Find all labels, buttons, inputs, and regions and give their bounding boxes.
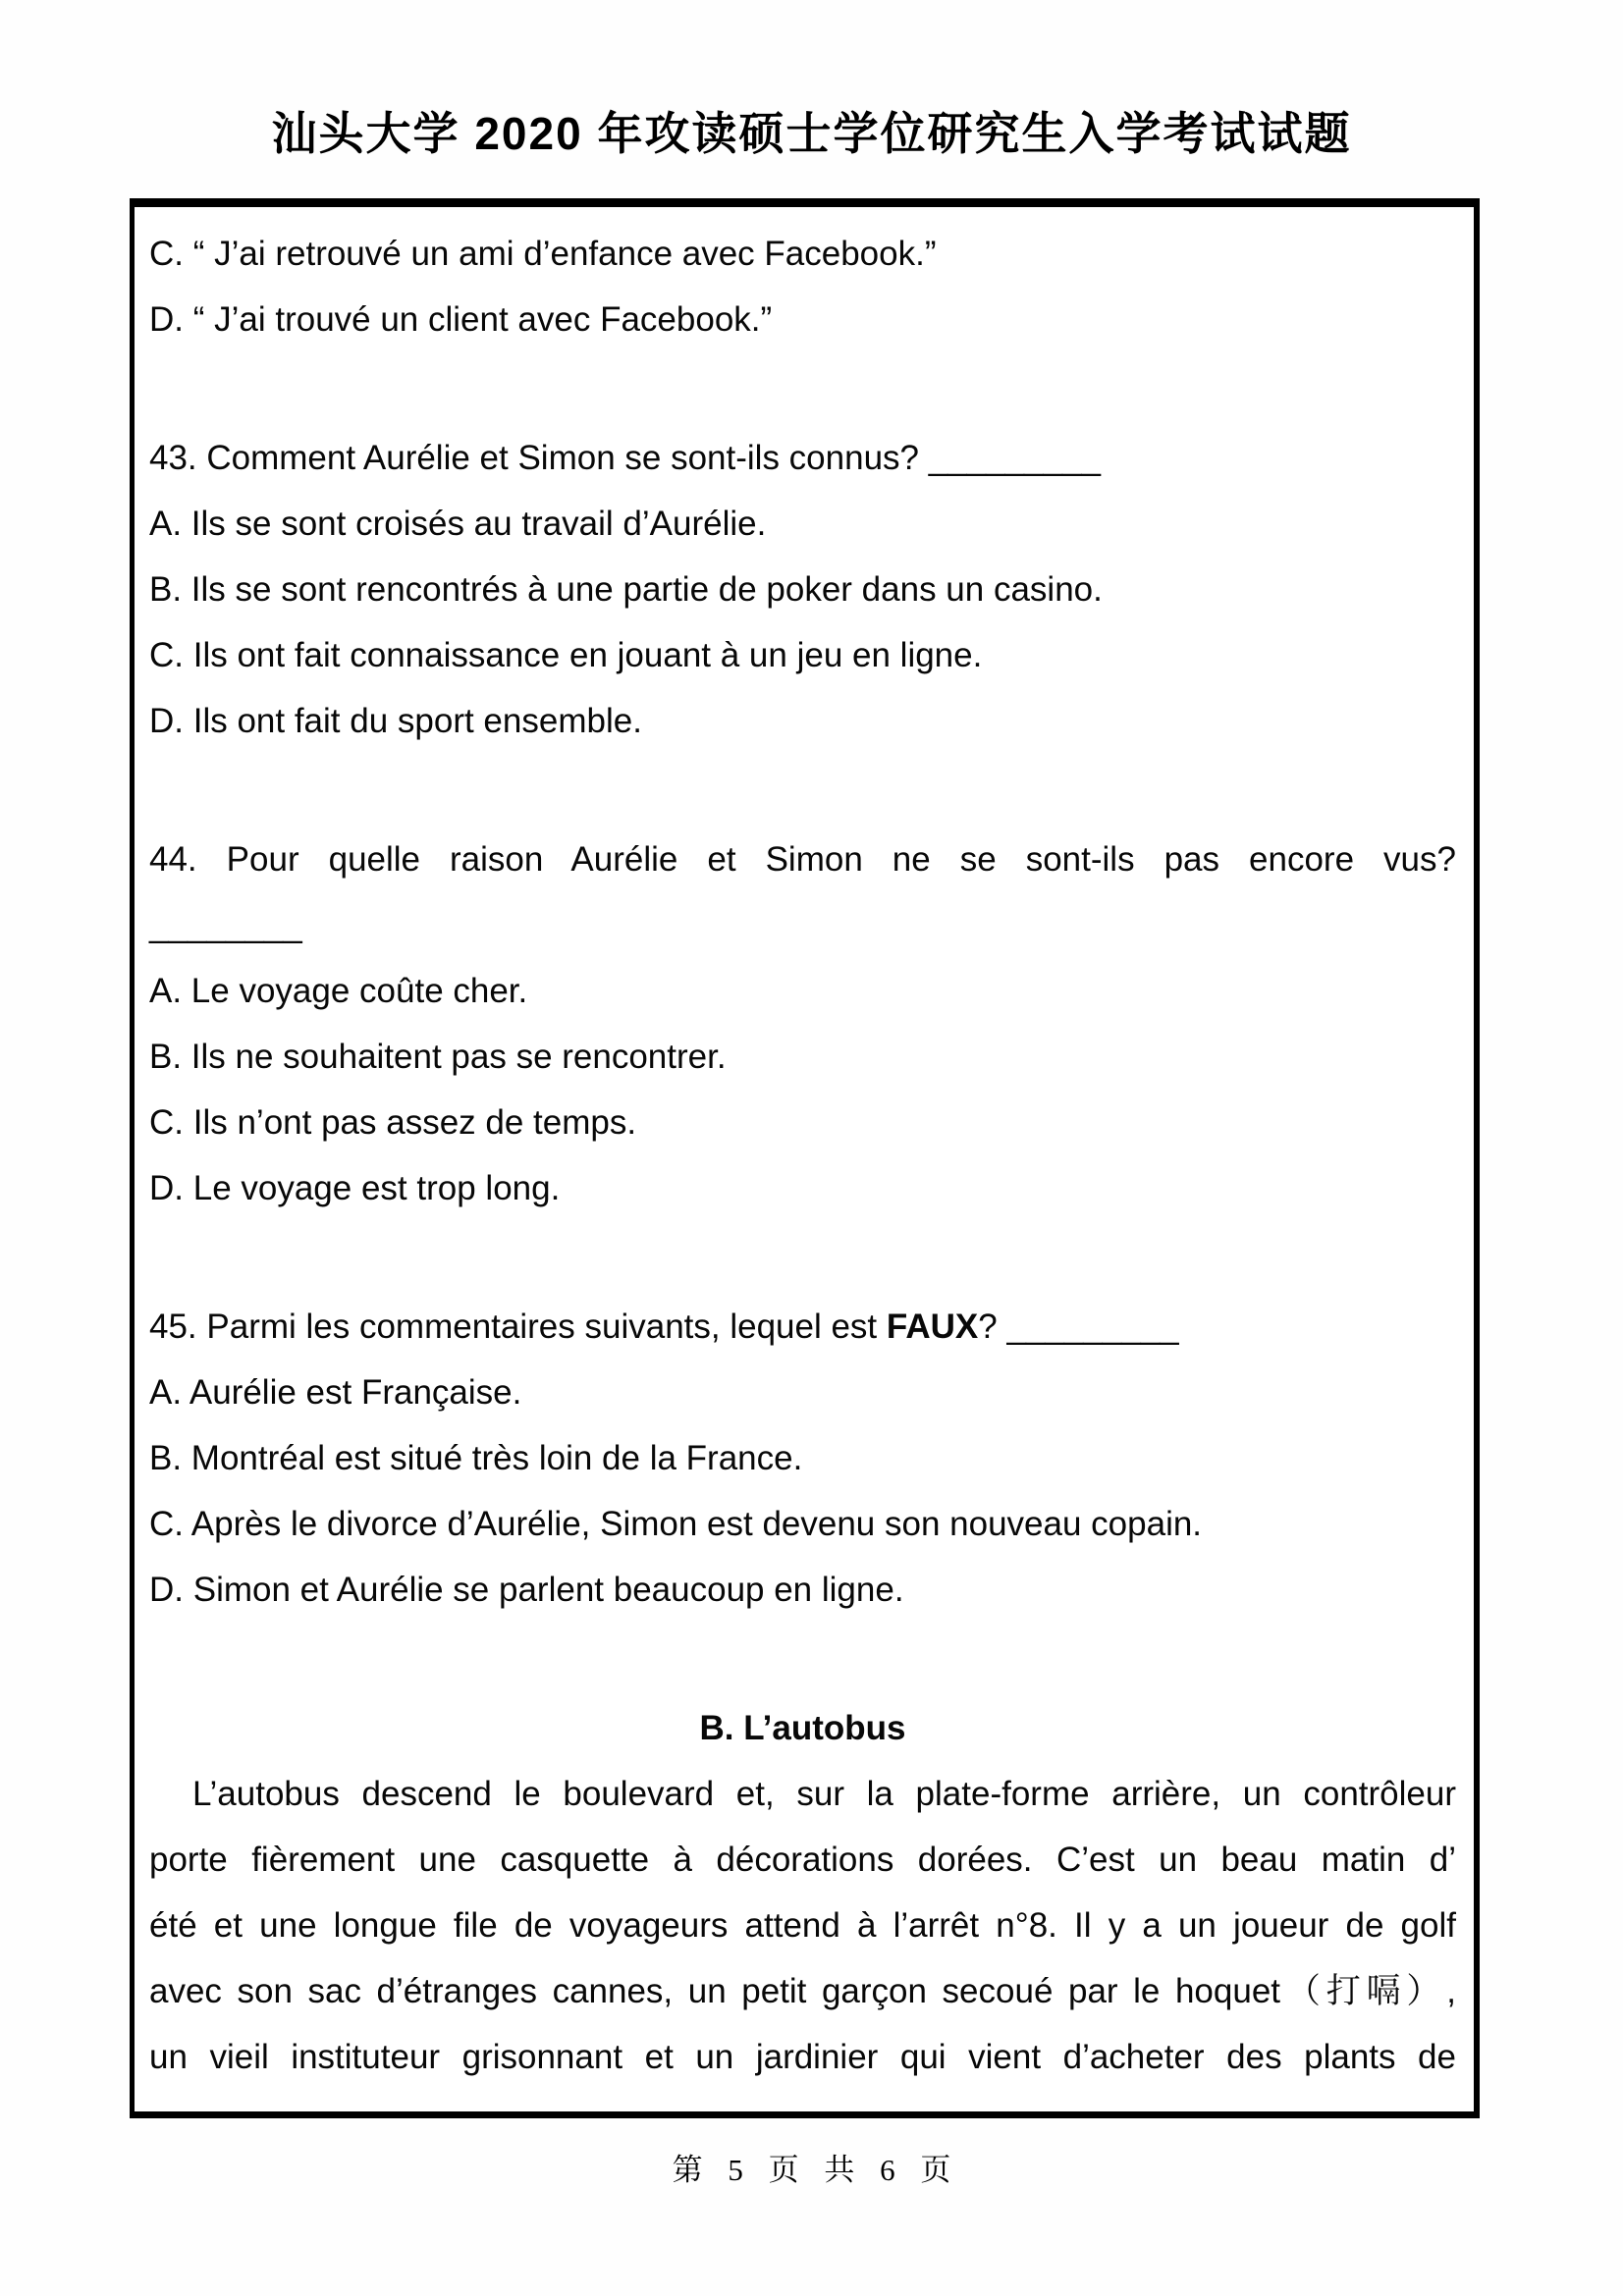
option-44-a: A. Le voyage coûte cher. bbox=[149, 972, 528, 1010]
text-segment: ? _________ bbox=[978, 1308, 1179, 1346]
question-45 bbox=[149, 1294, 1456, 1360]
option-44-c: C. Ils n’ont pas assez de temps. bbox=[149, 1103, 637, 1142]
passage-line-1: L’autobus descend le boulevard et, sur la plate-forme arrière, un contrôleur bbox=[192, 1775, 1456, 1813]
passage-line-2: porte fièrement une casquette à décorations dorées. C’est un beau matin d’ bbox=[149, 1841, 1456, 1879]
option-45-c: C. Après le divorce d’Aurélie, Simon est devenu son nouveau copain. bbox=[149, 1505, 1203, 1543]
question-44: 44. Pour quelle raison Aurélie et Simon ne se sont-ils pas encore vus? bbox=[149, 840, 1456, 879]
section-heading-b: B. L’autobus bbox=[699, 1709, 906, 1747]
passage-line-4: avec son sac d’étranges cannes, un petit garçon secoué par le hoquet（打嗝）, bbox=[149, 1972, 1456, 2010]
spacer bbox=[149, 754, 1456, 827]
passage-line-3: été et une longue file de voyageurs attend à l’arrêt n°8. Il y a un joueur de golf bbox=[149, 1906, 1456, 1945]
option-43-c: C. Ils ont fait connaissance en jouant à un jeu en ligne. bbox=[149, 636, 983, 674]
option-42-d: D. “ J’ai trouvé un client avec Facebook.” bbox=[149, 300, 773, 339]
spacer bbox=[149, 352, 1456, 425]
question-44-blank: ________ bbox=[149, 906, 302, 944]
bold-text-segment: FAUX bbox=[886, 1308, 979, 1346]
spacer bbox=[149, 1221, 1456, 1294]
page-footer: 第 5 页 共 6 页 bbox=[672, 2153, 951, 2187]
option-44-d: D. Le voyage est trop long. bbox=[149, 1169, 561, 1207]
option-43-b: B. Ils se sont rencontrés à une partie de poker dans un casino. bbox=[149, 570, 1103, 609]
exam-lines bbox=[149, 221, 1456, 2090]
option-44-b: B. Ils ne souhaitent pas se rencontrer. bbox=[149, 1038, 727, 1076]
option-43-a: A. Ils se sont croisés au travail d’Aurélie. bbox=[149, 505, 767, 543]
spacer bbox=[149, 1623, 1456, 1695]
option-42-c: C. “ J’ai retrouvé un ami d’enfance avec Facebook.” bbox=[149, 235, 937, 273]
option-43-d: D. Ils ont fait du sport ensemble. bbox=[149, 702, 642, 740]
exam-content-box bbox=[130, 198, 1480, 2118]
question-43: 43. Comment Aurélie et Simon se sont-ils connus? _________ bbox=[149, 439, 1101, 477]
option-45-d: D. Simon et Aurélie se parlent beaucoup en ligne. bbox=[149, 1571, 904, 1609]
passage-line-5: un vieil instituteur grisonnant et un jardinier qui vient d’acheter des plants de bbox=[149, 2038, 1456, 2076]
option-45-b: B. Montréal est situé très loin de la France. bbox=[149, 1439, 803, 1477]
page-title: 汕头大学 2020 年攻读硕士学位研究生入学考试试题 bbox=[271, 108, 1352, 159]
text-segment: 45. Parmi les commentaires suivants, lequel est bbox=[149, 1308, 887, 1346]
option-45-a: A. Aurélie est Française. bbox=[149, 1373, 522, 1412]
